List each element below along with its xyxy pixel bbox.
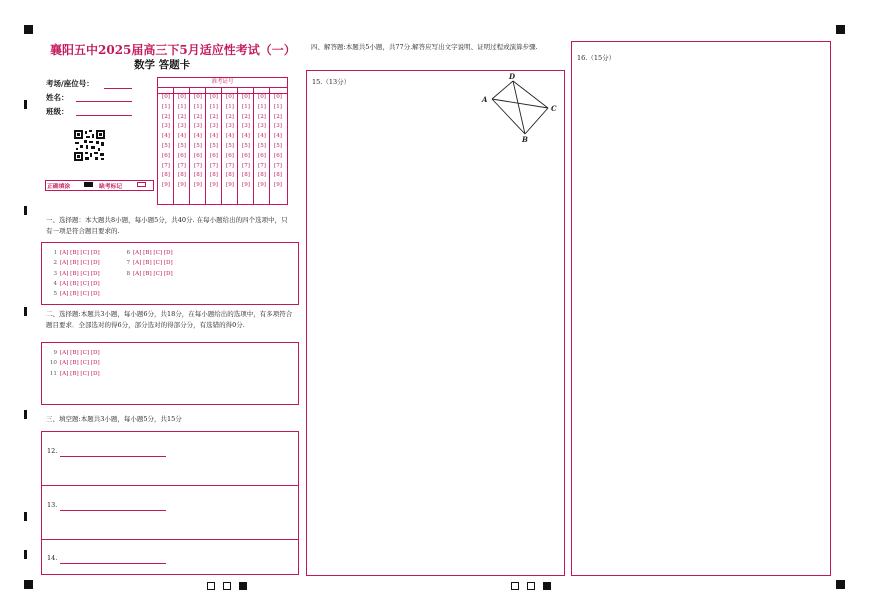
exam-digit-column bbox=[175, 93, 189, 191]
exam-digit-bubble[interactable]: [0] bbox=[258, 94, 266, 100]
exam-digit-bubble[interactable]: [0] bbox=[210, 94, 218, 100]
question-number: 6 bbox=[126, 250, 130, 256]
choice-row bbox=[121, 258, 173, 268]
timing-mark bbox=[24, 512, 27, 521]
option-bubbles[interactable]: [A] [B] [C] [D] bbox=[133, 260, 173, 267]
question-number: 1 bbox=[53, 250, 57, 256]
section2-answer-box bbox=[41, 342, 299, 405]
exam-digit-bubble[interactable]: [0] bbox=[226, 94, 234, 100]
exam-digit-bubble[interactable]: [5] bbox=[162, 142, 170, 149]
exam-digit-bubble[interactable]: [8] bbox=[226, 172, 234, 179]
exam-digit-bubble[interactable]: [8] bbox=[162, 172, 170, 179]
exam-digit-bubble[interactable]: [5] bbox=[194, 142, 202, 149]
exam-digit-bubble[interactable]: [1] bbox=[194, 103, 202, 110]
exam-digit-bubble[interactable]: [0] bbox=[194, 94, 202, 100]
page-title: 襄阳五中2025届高三下5月适应性考试（一） bbox=[50, 43, 296, 57]
exam-digit-bubble[interactable]: [3] bbox=[226, 123, 234, 130]
option-bubbles[interactable]: [A] [B] [C] [D] bbox=[60, 260, 100, 267]
exam-digit-bubble[interactable]: [8] bbox=[194, 172, 202, 179]
question-number: 3 bbox=[53, 270, 57, 277]
question-16-answer-box[interactable] bbox=[571, 41, 831, 576]
exam-digit-bubble[interactable]: [4] bbox=[226, 133, 234, 140]
question-15-answer-box[interactable] bbox=[306, 70, 565, 576]
exam-digit-bubble[interactable]: [8] bbox=[274, 172, 282, 179]
class-label: 班级： bbox=[46, 107, 69, 116]
absent-mark-checkbox[interactable] bbox=[137, 182, 146, 187]
option-bubbles[interactable]: [A] [B] [C] [D] bbox=[60, 350, 100, 356]
figure-edge bbox=[525, 108, 548, 134]
exam-digit-bubble[interactable]: [4] bbox=[242, 133, 250, 140]
option-bubbles[interactable]: [A] [B] [C] [D] bbox=[60, 370, 100, 377]
exam-digit-bubble[interactable]: [9] bbox=[178, 182, 186, 189]
exam-digit-bubble[interactable]: [7] bbox=[162, 162, 170, 169]
page-mark-box bbox=[511, 582, 519, 590]
section4-instructions: 四、解答题:本题共5小题，共77分.解答应写出文字说明、证明过程或演算步骤. bbox=[311, 43, 538, 51]
exam-digit-bubble[interactable]: [4] bbox=[162, 133, 170, 140]
exam-digit-column bbox=[271, 93, 285, 191]
class-field[interactable] bbox=[76, 115, 132, 116]
exam-digit-bubble[interactable]: [9] bbox=[274, 182, 282, 189]
exam-digit-column bbox=[207, 93, 221, 191]
exam-digit-bubble[interactable]: [8] bbox=[178, 172, 186, 179]
exam-digit-bubble[interactable]: [6] bbox=[194, 152, 202, 159]
figure-label-c: C bbox=[551, 104, 557, 113]
exam-digit-bubble[interactable]: [1] bbox=[226, 103, 234, 110]
section2-instructions: 二、选择题:本题共3小题，每小题6分，共18分，在每小题给出的选项中，有多项符合题目要求．全部选对的得6分，部分选对的得部分分，有选错的得0分. bbox=[46, 310, 293, 329]
exam-digit-bubble[interactable]: [7] bbox=[210, 162, 218, 169]
exam-digit-bubble[interactable]: [2] bbox=[226, 113, 234, 120]
choice-row bbox=[48, 269, 100, 279]
exam-digit-bubble[interactable]: [7] bbox=[274, 162, 282, 169]
exam-digit-bubble[interactable]: [9] bbox=[210, 182, 218, 189]
exam-digit-bubble[interactable]: [2] bbox=[162, 113, 170, 120]
question-number: 5 bbox=[53, 291, 57, 298]
choice-row bbox=[48, 279, 100, 289]
qr-code-icon bbox=[74, 130, 105, 161]
question-number: 4 bbox=[53, 280, 57, 287]
exam-digit-bubble[interactable]: [3] bbox=[242, 123, 250, 130]
question-number: 10 bbox=[49, 360, 57, 367]
exam-digit-bubble[interactable]: [5] bbox=[226, 142, 234, 149]
exam-digit-bubble[interactable]: [6] bbox=[178, 152, 186, 159]
question-15-label: 15.（13分） bbox=[312, 78, 351, 86]
exam-digit-bubble[interactable]: [6] bbox=[242, 152, 250, 159]
timing-mark bbox=[24, 206, 27, 215]
exam-digit-bubble[interactable]: [2] bbox=[242, 113, 250, 120]
section1-left-column bbox=[48, 248, 100, 299]
page-mark-solid bbox=[543, 582, 551, 590]
section1-right-column bbox=[121, 248, 173, 279]
name-field[interactable] bbox=[76, 101, 132, 102]
exam-digit-bubble[interactable]: [3] bbox=[210, 123, 218, 130]
exam-digit-bubble[interactable]: [8] bbox=[210, 172, 218, 179]
exam-digit-bubble[interactable]: [3] bbox=[258, 123, 266, 130]
page-mark-box bbox=[223, 582, 231, 590]
choice-row bbox=[121, 248, 173, 258]
choice-row bbox=[121, 269, 173, 279]
choice-row bbox=[48, 248, 100, 258]
exam-digit-bubble[interactable]: [2] bbox=[258, 113, 266, 120]
exam-digit-bubble[interactable]: [5] bbox=[274, 142, 282, 149]
figure-edge bbox=[492, 81, 513, 99]
exam-digit-column bbox=[255, 93, 269, 191]
timing-mark bbox=[24, 100, 27, 109]
exam-digit-bubble[interactable]: [6] bbox=[274, 152, 282, 159]
option-bubbles[interactable]: [A] [B] [C] [D] bbox=[60, 270, 100, 277]
exam-digit-bubble[interactable]: [6] bbox=[210, 152, 218, 159]
exam-digit-bubble[interactable]: [4] bbox=[178, 133, 186, 140]
exam-digit-bubble[interactable]: [1] bbox=[178, 103, 186, 110]
exam-digit-bubble[interactable]: [7] bbox=[242, 162, 250, 169]
figure-label-a: A bbox=[482, 95, 488, 104]
question-number: 7 bbox=[126, 260, 130, 267]
absent-mark-label: 缺考标记 bbox=[99, 184, 123, 190]
exam-digit-bubble[interactable]: [0] bbox=[162, 94, 170, 100]
exam-digit-bubble[interactable]: [7] bbox=[194, 162, 202, 169]
exam-number-label: 准考证号 bbox=[158, 78, 287, 88]
exam-digit-bubble[interactable]: [0] bbox=[242, 94, 250, 100]
exam-digit-bubble[interactable]: [9] bbox=[258, 182, 266, 189]
exam-digit-bubble[interactable]: [1] bbox=[258, 103, 266, 110]
exam-digit-column bbox=[223, 93, 237, 191]
section1-instructions: 一、选择题：本大题共8小题，每小题5分，共40分. 在每小题给出的四个选项中，只有一项是符合题目要求的. bbox=[46, 216, 288, 235]
timing-mark bbox=[24, 410, 27, 419]
exam-digit-bubble[interactable]: [7] bbox=[258, 162, 266, 169]
grid-divider bbox=[205, 87, 206, 204]
grid-divider bbox=[253, 87, 254, 204]
correct-fill-sample-icon bbox=[84, 182, 93, 187]
figure-edge bbox=[492, 99, 525, 134]
exam-digit-bubble[interactable]: [3] bbox=[178, 123, 186, 130]
exam-digit-bubble[interactable]: [5] bbox=[178, 142, 186, 149]
question-13-label: 13. bbox=[47, 501, 58, 509]
exam-digit-bubble[interactable]: [4] bbox=[258, 133, 266, 140]
correct-fill-label: 正确填涂 bbox=[47, 184, 71, 190]
exam-digit-bubble[interactable]: [9] bbox=[242, 182, 250, 189]
page-mark-box bbox=[207, 582, 215, 590]
exam-digit-bubble[interactable]: [3] bbox=[162, 123, 170, 130]
exam-digit-bubble[interactable]: [4] bbox=[210, 133, 218, 140]
question-16-label: 16.（15分） bbox=[577, 54, 616, 62]
option-bubbles[interactable]: [A] [B] [C] [D] bbox=[60, 360, 100, 367]
question-13-answer-field[interactable] bbox=[60, 510, 166, 511]
timing-mark bbox=[24, 307, 27, 316]
exam-digit-bubble[interactable]: [9] bbox=[194, 182, 202, 189]
exam-digit-bubble[interactable]: [2] bbox=[194, 113, 202, 120]
exam-digit-bubble[interactable]: [5] bbox=[242, 142, 250, 149]
question-number: 8 bbox=[126, 270, 130, 277]
choice-row bbox=[48, 289, 100, 299]
name-label: 姓名： bbox=[46, 93, 69, 102]
exam-digit-column bbox=[159, 93, 173, 191]
exam-digit-bubble[interactable]: [2] bbox=[178, 113, 186, 120]
grid-divider bbox=[189, 87, 190, 204]
section1-answer-box bbox=[41, 242, 299, 305]
exam-digit-bubble[interactable]: [1] bbox=[162, 103, 170, 110]
question-number: 2 bbox=[53, 260, 57, 267]
exam-digit-bubble[interactable]: [0] bbox=[178, 94, 186, 100]
choice-row bbox=[48, 369, 100, 379]
option-bubbles[interactable]: [A] [B] [C] [D] bbox=[133, 270, 173, 277]
grid-divider bbox=[269, 87, 270, 204]
corner-mark-top-right bbox=[836, 25, 845, 34]
seat-number-field[interactable] bbox=[104, 88, 132, 89]
exam-digit-bubble[interactable]: [6] bbox=[162, 152, 170, 159]
exam-digit-bubble[interactable]: [0] bbox=[274, 94, 282, 100]
exam-digit-bubble[interactable]: [1] bbox=[210, 103, 218, 110]
choice-row bbox=[48, 348, 100, 358]
exam-digit-column bbox=[239, 93, 253, 191]
exam-digit-bubble[interactable]: [9] bbox=[226, 182, 234, 189]
question-14-answer-field[interactable] bbox=[60, 563, 166, 564]
exam-digit-bubble[interactable]: [2] bbox=[210, 113, 218, 120]
exam-digit-bubble[interactable]: [8] bbox=[258, 172, 266, 179]
exam-digit-bubble[interactable]: [6] bbox=[226, 152, 234, 159]
exam-digit-bubble[interactable]: [2] bbox=[274, 113, 282, 120]
option-bubbles[interactable]: [A] [B] [C] [D] bbox=[60, 291, 100, 298]
choice-row bbox=[48, 358, 100, 368]
page-subtitle: 数学 答题卡 bbox=[134, 59, 191, 71]
page-mark-solid bbox=[239, 582, 247, 590]
question-14-label: 14. bbox=[47, 554, 58, 562]
grid-divider bbox=[237, 87, 238, 204]
exam-digit-bubble[interactable]: [7] bbox=[178, 162, 186, 169]
exam-digit-bubble[interactable]: [1] bbox=[274, 103, 282, 110]
exam-number-grid bbox=[157, 77, 288, 205]
corner-mark-top-left bbox=[24, 25, 33, 34]
exam-digit-bubble[interactable]: [7] bbox=[226, 162, 234, 169]
exam-digit-bubble[interactable]: [5] bbox=[210, 142, 218, 149]
exam-digit-column bbox=[191, 93, 205, 191]
section2-column bbox=[48, 348, 100, 379]
question-number: 9 bbox=[53, 350, 57, 356]
exam-digit-bubble[interactable]: [3] bbox=[194, 123, 202, 130]
figure-label-b: B bbox=[522, 135, 528, 144]
exam-digit-bubble[interactable]: [9] bbox=[162, 182, 170, 189]
corner-mark-bottom-right bbox=[836, 580, 845, 589]
figure-label-d: D bbox=[509, 72, 516, 81]
question-12-label: 12. bbox=[47, 447, 58, 455]
section3-instructions: 三、填空题:本题共3小题，每小题5分，共15分 bbox=[46, 415, 182, 423]
seat-number-label: 考场/座位号： bbox=[46, 79, 94, 88]
quadrilateral-figure bbox=[480, 71, 560, 145]
exam-digit-bubble[interactable]: [5] bbox=[258, 142, 266, 149]
section3-answer-box bbox=[41, 431, 299, 575]
exam-digit-bubble[interactable]: [8] bbox=[242, 172, 250, 179]
exam-digit-bubble[interactable]: [4] bbox=[274, 133, 282, 140]
figure-diagonal bbox=[492, 99, 548, 108]
page-mark-box bbox=[527, 582, 535, 590]
choice-row bbox=[48, 258, 100, 268]
corner-mark-bottom-left bbox=[24, 580, 33, 589]
option-bubbles[interactable]: [A] [B] [C] [D] bbox=[133, 250, 173, 256]
question-number: 11 bbox=[49, 370, 57, 377]
grid-divider bbox=[221, 87, 222, 204]
exam-digit-bubble[interactable]: [4] bbox=[194, 133, 202, 140]
exam-digit-bubble[interactable]: [3] bbox=[274, 123, 282, 130]
option-bubbles[interactable]: [A] [B] [C] [D] bbox=[60, 280, 100, 287]
question-12-answer-field[interactable] bbox=[60, 456, 166, 457]
timing-mark bbox=[24, 550, 27, 559]
exam-digit-bubble[interactable]: [1] bbox=[242, 103, 250, 110]
exam-digit-bubble[interactable]: [6] bbox=[258, 152, 266, 159]
option-bubbles[interactable]: [A] [B] [C] [D] bbox=[60, 250, 100, 256]
grid-divider bbox=[173, 87, 174, 204]
